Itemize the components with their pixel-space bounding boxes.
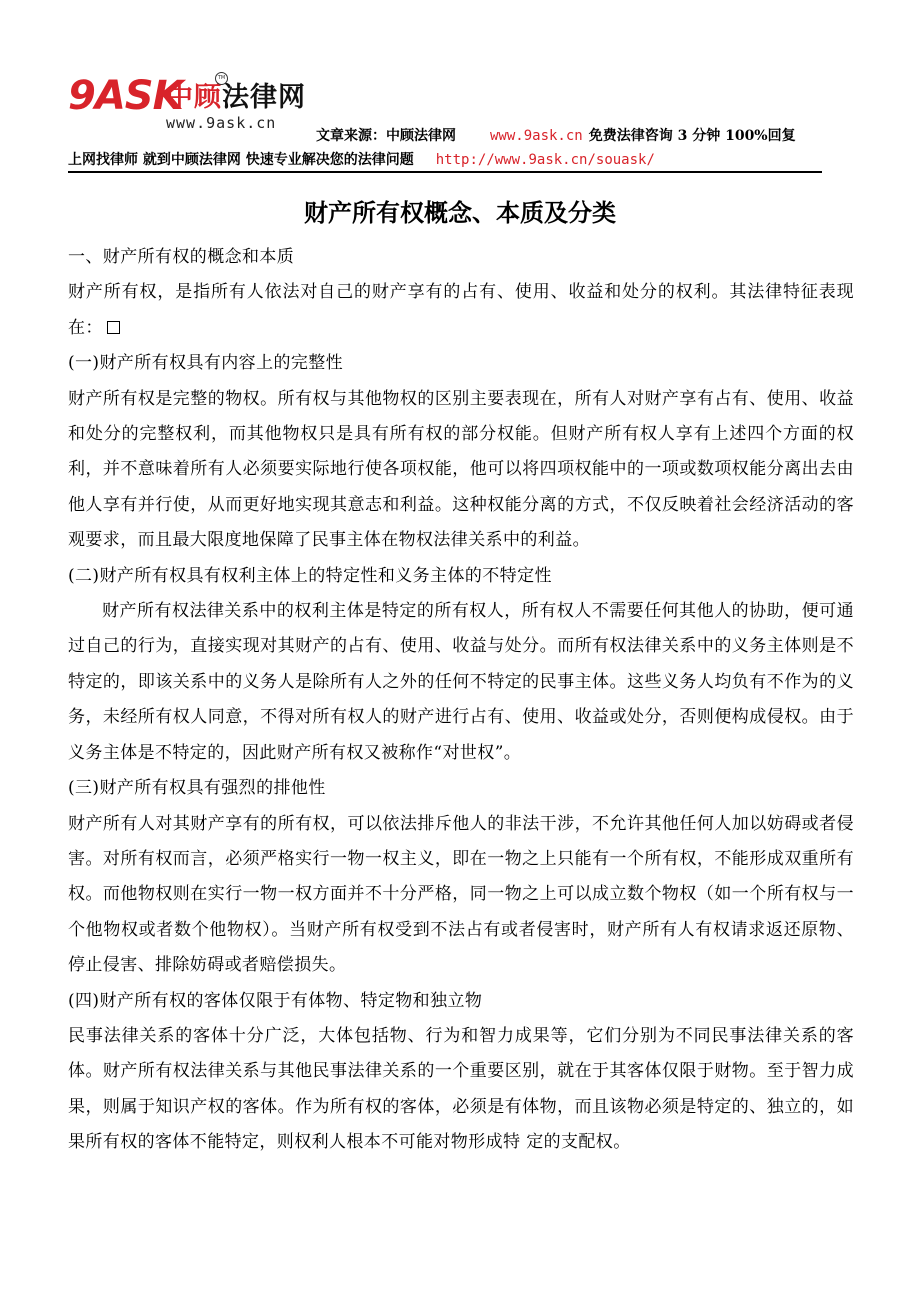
- source-line: [316, 127, 796, 145]
- subsection-heading: (二)财产所有权具有权利主体上的特定性和义务主体的不特定性: [68, 565, 552, 586]
- subsection-heading: (一)财产所有权具有内容上的完整性: [68, 353, 344, 374]
- logo-url: www.9ask.cn: [166, 114, 277, 132]
- source-tagline: 免费法律咨询 3 分钟 100%回复: [588, 128, 796, 144]
- logo-name-black: 法律网: [222, 82, 306, 113]
- slogan-text: 上网找律师 就到中顾法律网 快速专业解决您的法律问题: [68, 152, 414, 168]
- section-heading: 一、财产所有权的概念和本质: [68, 247, 295, 267]
- paragraph: [68, 275, 854, 346]
- article-body: [68, 240, 854, 1161]
- paragraph: 财产所有权是完整的物权。所有权与其他物权的区别主要表现在，所有人对财产享有占有、使用、收益和处分的完整权利，而其他物权只是具有所有权的部分权能。但财产所有权人享有上述四个方面的权利，并不意味着所有人必须要实际地行使各项权能，他可以将四项权能中的一项或数项权能分离出去由他人享有并行使，从而更好地实现其意志和利益。这种权能分离的方式，不仅反映着社会经济活动的客观要求，而且最大限度地保障了民事主体在物权法律关系中的利益。: [68, 388, 854, 551]
- source-label: 文章来源：中顾法律网: [316, 128, 456, 144]
- logo-name-red: 中顾: [166, 82, 222, 113]
- paragraph: 财产所有人对其财产享有的所有权，可以依法排斥他人的非法干涉，不允许其他任何人加以妨碍或者侵害。对所有权而言，必须严格实行一物一权主义，即在一物之上只能有一个所有权，不能形成双重所有权。而他物权则在实行一物一权方面并不十分严格，同一物之上可以成立数个物权（如一个所有权与一个他物权或者数个他物权）。当财产所有权受到不法占有或者侵害时，财产所有人有权请求返还原物、停止侵害、排除妨碍或者赔偿损失。: [68, 813, 854, 976]
- source-link[interactable]: www.9ask.cn: [490, 128, 583, 144]
- trademark-badge: TM: [215, 72, 228, 85]
- site-logo[interactable]: [68, 74, 313, 136]
- subsection-heading: (四)财产所有权的客体仅限于有体物、特定物和独立物: [68, 990, 483, 1011]
- subsection-heading: (三)财产所有权具有强烈的排他性: [68, 778, 326, 799]
- logo-mark: 9ASK: [68, 73, 183, 119]
- logo-name: [166, 82, 306, 114]
- slogan-link[interactable]: http://www.9ask.cn/souask/: [435, 152, 655, 168]
- checkbox-glyph-icon: [107, 321, 120, 334]
- header-divider: [68, 171, 822, 173]
- paragraph: 民事法律关系的客体十分广泛，大体包括物、行为和智力成果等，它们分别为不同民事法律关系的客体。财产所有权法律关系与其他民事法律关系的一个重要区别，就在于其客体仅限于财物。至于智力成果，则属于知识产权的客体。作为所有权的客体，必须是有体物，而且该物必须是特定的、独立的，如果所有权的客体不能特定，则权利人根本不可能对物形成特 定的支配权。: [68, 1025, 854, 1153]
- paragraph-text: 财产所有权，是指所有人依法对自己的财产享有的占有、使用、收益和处分的权利。其法律特征表现在：: [68, 282, 854, 338]
- slogan-line: [68, 151, 655, 169]
- paragraph: 财产所有权法律关系中的权利主体是特定的所有权人，所有权人不需要任何其他人的协助，便可通过自己的行为，直接实现对其财产的占有、使用、收益与处分。而所有权法律关系中的义务主体则是不特定的，即该关系中的义务人是除所有人之外的任何不特定的民事主体。这些义务人均负有不作为的义务，未经所有权人同意，不得对所有权人的财产进行占有、使用、收益或处分，否则便构成侵权。由于义务主体是不特定的，因此财产所有权又被称作“对世权”。: [68, 601, 854, 763]
- article-title: 财产所有权概念、本质及分类: [304, 199, 616, 227]
